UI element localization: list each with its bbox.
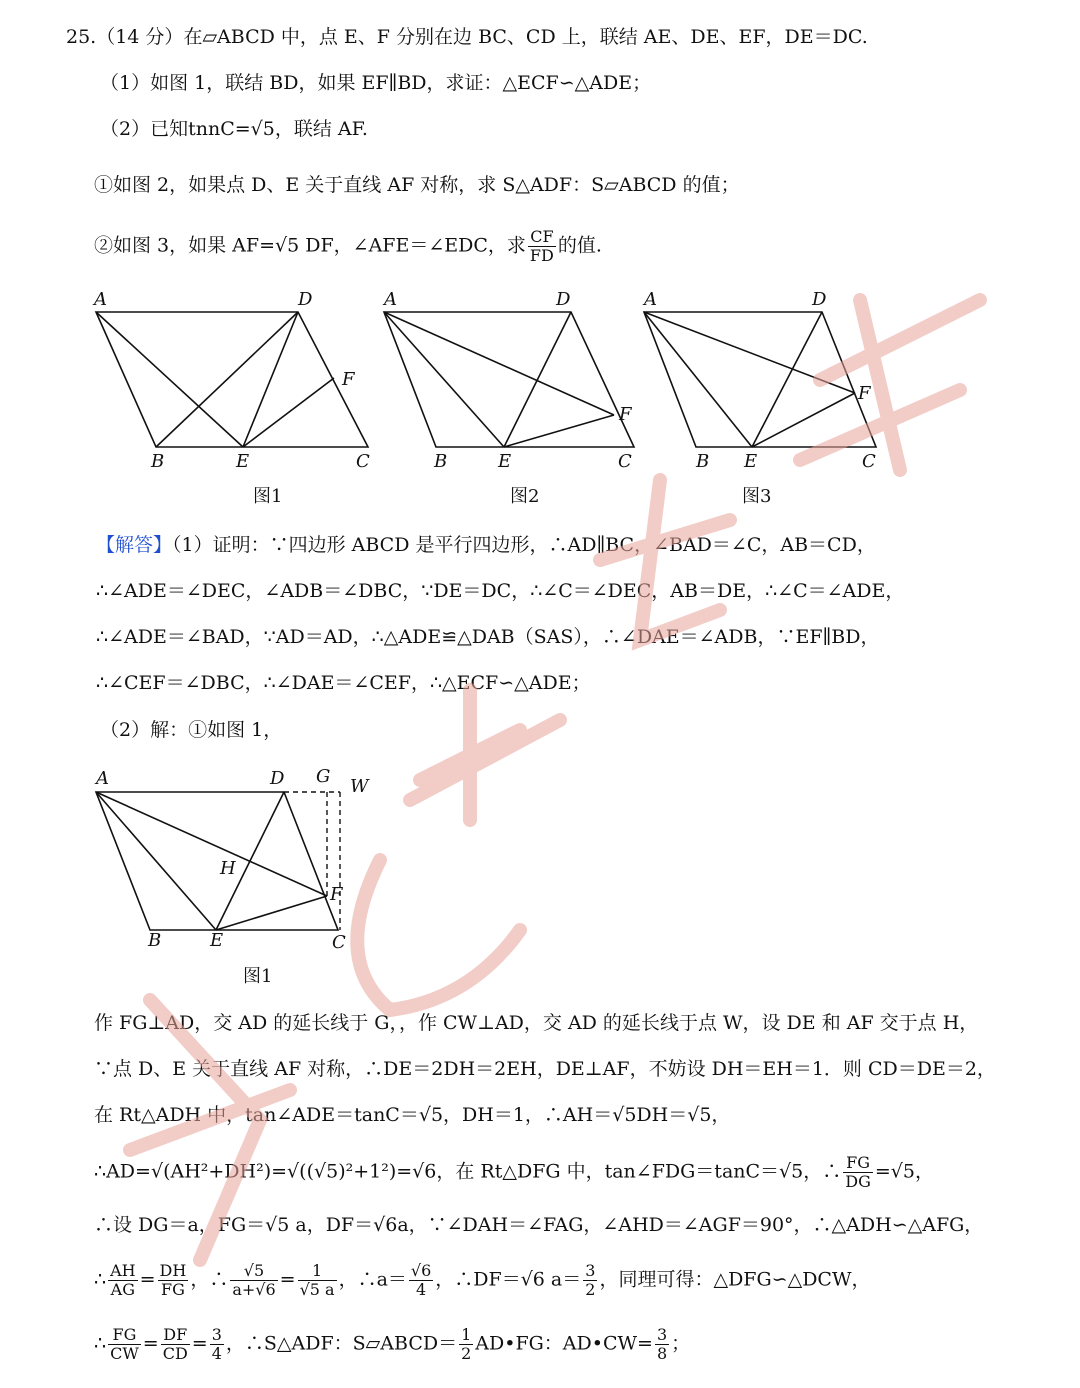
label-a: A bbox=[96, 768, 109, 789]
label-w: W bbox=[350, 776, 369, 797]
label-f: F bbox=[619, 404, 632, 425]
problem-points: （14 分） bbox=[96, 26, 184, 48]
part2-text: （2）已知tnnC=√5，联结 AF. bbox=[100, 118, 368, 140]
fraction-numerator: 1 bbox=[298, 1262, 337, 1281]
figure-1 bbox=[88, 285, 378, 470]
part2b-text bbox=[94, 228, 602, 265]
part1-text: （1）如图 1，联结 BD，如果 EF∥BD，求证：△ECF∽△ADE； bbox=[100, 72, 652, 94]
label-h: H bbox=[220, 858, 236, 879]
text-segment: ，同理可得：△DFG∽△DCW， bbox=[599, 1268, 871, 1291]
solution-p2-l4a: ∴AD=√(AH²+DH²)=√((√5)²+1²)=√6，在 Rt△DFG 中，tan∠FDG＝tanC＝√5，∴ bbox=[94, 1160, 842, 1183]
solution-p2-line6: ∴ $\frac{AH}{AG}$ = $\frac{DH}{FG}$ ，∴ $\frac{√5}{a+√6}$ = $\frac{1}{√5 a}$ ，∴a＝ $\frac{√6}{4}$ ，∴DF＝√6 a＝ $\frac{3}{2}$ ，同理可得：△DFG∽△DCW， bbox=[94, 1261, 871, 1299]
text-segment: ，∴S△ADF：S▱ABCD＝ bbox=[225, 1332, 458, 1355]
fraction-denominator: a+√6 bbox=[232, 1280, 276, 1299]
text-segment: AD•FG：AD•CW= bbox=[475, 1332, 653, 1355]
solution-p1-line2: ∴∠ADE＝∠DEC，∠ADB＝∠DBC，∵DE＝DC，∴∠C＝∠DEC，AB＝DE，∴∠C＝∠ADE， bbox=[96, 580, 905, 602]
fraction-denominator: CW bbox=[110, 1344, 139, 1363]
solution-p1-line1 bbox=[96, 532, 876, 558]
solution-p2-head: （2）解：①如图 1， bbox=[100, 719, 283, 741]
figure-solution bbox=[88, 762, 388, 957]
figure-2-caption: 图2 bbox=[510, 486, 540, 507]
fraction bbox=[108, 1262, 138, 1299]
fraction bbox=[158, 1262, 189, 1299]
problem-stem: 在▱ABCD 中，点 E、F 分别在边 BC、CD 上，联结 AE、DE、EF，DE＝DC. bbox=[183, 26, 868, 48]
figure-3-caption: 图3 bbox=[742, 486, 772, 507]
solution-p2-l4b: =√5， bbox=[874, 1160, 934, 1183]
figure-2 bbox=[376, 285, 646, 470]
figure-solution-caption: 图1 bbox=[243, 966, 273, 987]
fraction-denominator: FG bbox=[160, 1280, 185, 1299]
fraction-numerator: √6 bbox=[410, 1261, 432, 1280]
solution-p1-line3: ∴∠ADE＝∠BAD，∵AD＝AD，∴△ADE≌△DAB（SAS），∴∠DAE＝∠ADB，∵EF∥BD， bbox=[96, 626, 880, 648]
fraction-denominator: 2 bbox=[585, 1280, 596, 1299]
label-e: E bbox=[210, 930, 224, 951]
fraction bbox=[409, 1262, 433, 1299]
fraction-denominator: FD bbox=[529, 246, 554, 265]
fraction-numerator: √5 bbox=[230, 1262, 277, 1281]
label-d: D bbox=[270, 768, 285, 789]
solution-p2-line7: ∴ $\frac{FG}{CW}$ = $\frac{DF}{CD}$ = $\frac{3}{4}$ ，∴S△ADF：S▱ABCD＝ $\frac{1}{2}$ AD•FG：AD•CW= $\frac{3}{8}$ ； bbox=[94, 1325, 691, 1363]
fraction-numerator: DF bbox=[161, 1326, 190, 1345]
fraction bbox=[161, 1326, 190, 1363]
solution-p2-line4 bbox=[94, 1154, 934, 1191]
label-d: D bbox=[298, 289, 313, 310]
label-f: F bbox=[342, 369, 355, 390]
fraction-denominator: 8 bbox=[656, 1344, 668, 1363]
fraction-denominator: 2 bbox=[461, 1344, 472, 1363]
fraction-numerator: 3 bbox=[656, 1325, 668, 1344]
label-f: F bbox=[330, 884, 343, 905]
solution-p1-l1-text: （1）证明：∵四边形 ABCD 是平行四边形，∴AD∥BC，∠BAD＝∠C，AB＝CD， bbox=[172, 534, 876, 556]
label-c: C bbox=[332, 932, 346, 953]
fraction bbox=[459, 1326, 473, 1363]
fg-dg-fraction bbox=[843, 1154, 873, 1191]
fraction bbox=[655, 1326, 669, 1363]
fraction-denominator: 4 bbox=[211, 1344, 222, 1363]
fraction-numerator: FG bbox=[843, 1154, 873, 1173]
fraction-numerator: 3 bbox=[211, 1325, 222, 1344]
problem-number: 25. bbox=[66, 26, 97, 48]
fraction-numerator: 1 bbox=[461, 1325, 472, 1344]
part2b-pre: ②如图 3，如果 AF=√5 DF，∠AFE＝∠EDC，求 bbox=[94, 234, 526, 257]
fraction-denominator: CD bbox=[162, 1344, 188, 1363]
label-f: F bbox=[858, 383, 871, 404]
cf-fd-fraction bbox=[528, 228, 556, 265]
fraction bbox=[583, 1262, 597, 1299]
solution-p2-line5: ∴设 DG＝a，FG＝√5 a，DF＝√6a，∵∠DAH＝∠FAG，∠AHD＝∠AGF＝90°，∴△ADH∽△AFG， bbox=[94, 1214, 984, 1236]
solution-p2-line1: 作 FG⊥AD，交 AD 的延长线于 G，，作 CW⊥AD，交 AD 的延长线于点 W，设 DE 和 AF 交于点 H， bbox=[94, 1012, 979, 1034]
label-a: A bbox=[384, 289, 397, 310]
solution-tag: 【解答】 bbox=[96, 534, 173, 556]
text-segment: ，∴a＝ bbox=[338, 1268, 407, 1291]
fraction bbox=[210, 1326, 224, 1363]
label-a: A bbox=[94, 289, 107, 310]
part2b-post: 的值. bbox=[557, 234, 602, 257]
problem-header bbox=[66, 24, 868, 50]
label-c: C bbox=[862, 451, 876, 470]
fraction-denominator: 4 bbox=[416, 1280, 427, 1299]
label-b: B bbox=[148, 930, 162, 951]
label-c: C bbox=[356, 451, 370, 470]
solution-p1-line4: ∴∠CEF＝∠DBC，∴∠DAE＝∠CEF，∴△ECF∽△ADE； bbox=[96, 672, 591, 694]
label-g: G bbox=[316, 766, 331, 787]
label-b: B bbox=[696, 451, 710, 470]
label-b: B bbox=[151, 451, 165, 470]
fraction-denominator: AG bbox=[110, 1280, 136, 1299]
figure-1-caption: 图1 bbox=[253, 486, 283, 507]
label-a: A bbox=[644, 289, 657, 310]
fraction bbox=[298, 1262, 337, 1299]
label-d: D bbox=[812, 289, 827, 310]
fraction-numerator: CF bbox=[528, 228, 556, 247]
label-e: E bbox=[498, 451, 512, 470]
fraction-numerator: FG bbox=[108, 1326, 141, 1345]
solution-p2-line3: 在 Rt△ADH 中，tan∠ADE＝tanC＝√5，DH＝1，∴AH＝√5DH＝√5， bbox=[94, 1104, 731, 1126]
label-e: E bbox=[744, 451, 758, 470]
fraction bbox=[230, 1262, 277, 1299]
solution-p2-line2: ∵点 D、E 关于直线 AF 对称，∴DE＝2DH＝2EH，DE⊥AF，不妨设 DH＝EH＝1．则 CD＝DE＝2， bbox=[94, 1058, 996, 1080]
text-segment: ，∴DF＝√6 a＝ bbox=[435, 1268, 582, 1291]
fraction bbox=[108, 1326, 141, 1363]
text-segment: ； bbox=[671, 1332, 691, 1355]
fraction-numerator: AH bbox=[110, 1261, 136, 1280]
fraction-denominator: DG bbox=[845, 1172, 871, 1191]
fraction-numerator: DH bbox=[159, 1261, 187, 1280]
label-d: D bbox=[556, 289, 571, 310]
label-b: B bbox=[434, 451, 448, 470]
part2a-text: ①如图 2，如果点 D、E 关于直线 AF 对称，求 S△ADF：S▱ABCD 的值； bbox=[94, 174, 740, 196]
figure-3 bbox=[636, 285, 896, 470]
fraction-denominator: √5 a bbox=[299, 1280, 335, 1299]
label-c: C bbox=[618, 451, 632, 470]
label-e: E bbox=[236, 451, 250, 470]
fraction-numerator: 3 bbox=[585, 1261, 596, 1280]
